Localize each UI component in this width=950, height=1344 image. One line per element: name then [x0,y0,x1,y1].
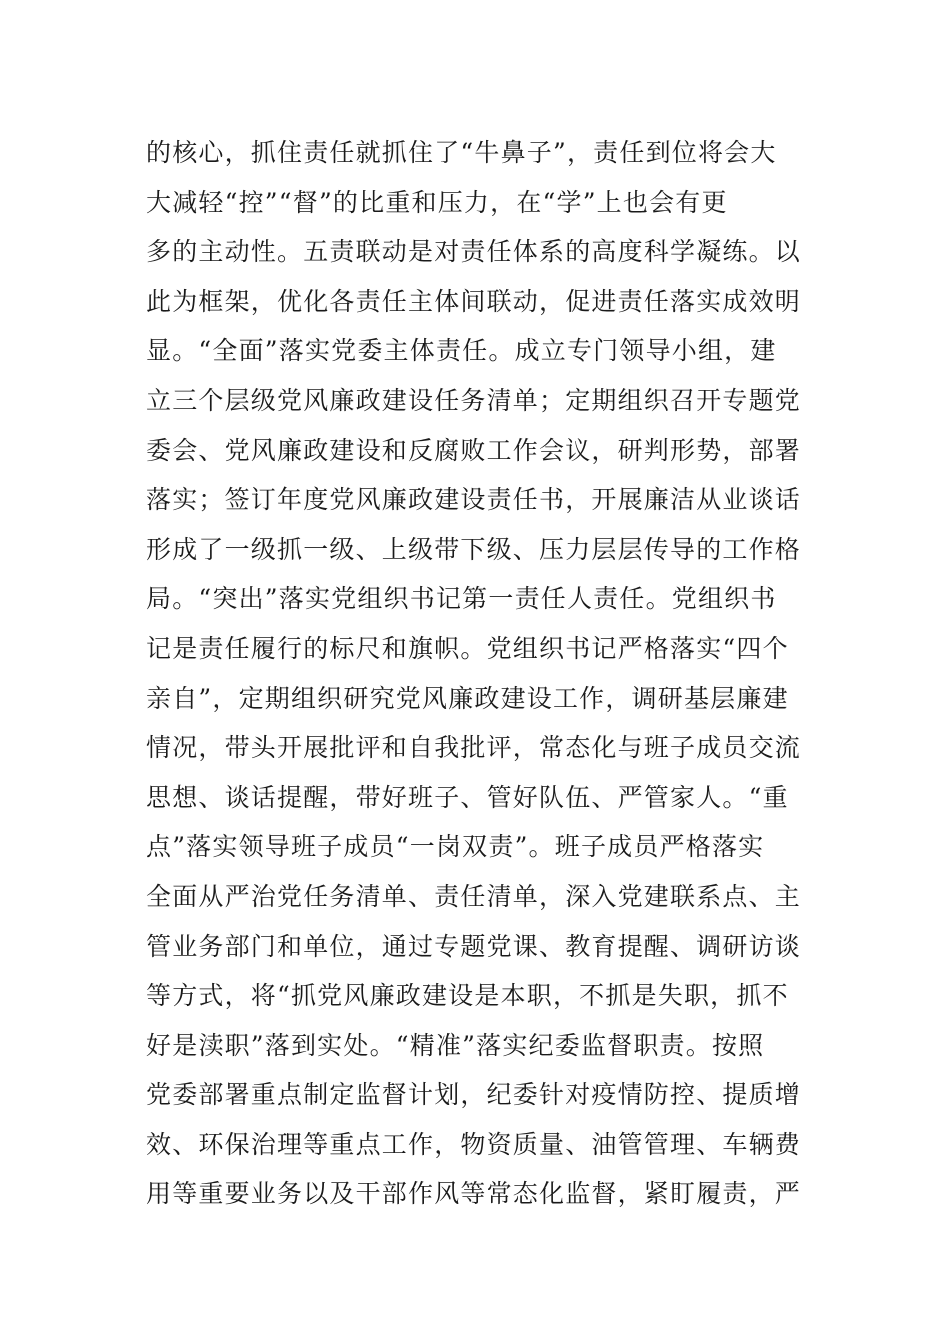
text-line: 全面从严治党任务清单、责任清单，深入党建联系点、主 [146,881,802,911]
text-line: 的核心，抓住责任就抓住了“牛鼻子”，责任到位将会大 [146,138,777,167]
body-text [146,128,816,1219]
text-line: 落实；签订年度党风廉政建设责任书，开展廉洁从业谈话 [146,485,802,515]
text-line: 思想、谈话提醒，带好班子、管好队伍、严管家人。“重 [146,782,789,812]
text-line: 党委部署重点制定监督计划，纪委针对疫情防控、提质增 [146,1080,802,1110]
text-line: 多的主动性。五责联动是对责任体系的高度科学凝练。以 [146,237,802,267]
text-line: 此为框架，优化各责任主体间联动，促进责任落实成效明 [146,286,802,316]
text-line: 点”落实领导班子成员“一岗双责”。班子成员严格落实 [146,832,765,862]
text-line: 显。“全面”落实党委主体责任。成立专门领导小组，建 [146,336,777,366]
text-line: 记是责任履行的标尺和旗帜。党组织书记严格落实“四个 [146,633,789,663]
text-line: 情况，带头开展批评和自我批评，常态化与班子成员交流 [146,733,802,763]
text-line: 局。“突出”落实党组织书记第一责任人责任。党组织书 [146,584,777,614]
text-line: 立三个层级党风廉政建设任务清单；定期组织召开专题党 [146,385,802,415]
text-line: 亲自”，定期组织研究党风廉政建设工作，调研基层廉建 [146,683,789,713]
text-line: 用等重要业务以及干部作风等常态化监督，紧盯履责，严 [146,1179,802,1209]
text-line: 形成了一级抓一级、上级带下级、压力层层传导的工作格 [146,534,802,564]
text-line: 委会、党风廉政建设和反腐败工作会议，研判形势，部署 [146,435,802,465]
text-line: 好是渎职”落到实处。“精准”落实纪委监督职责。按照 [146,1030,765,1060]
text-line: 效、环保治理等重点工作，物资质量、油管管理、车辆费 [146,1129,802,1159]
text-line: 大减轻“控”“督”的比重和压力，在“学”上也会有更 [146,187,728,217]
text-line: 等方式，将“抓党风廉政建设是本职，不抓是失职，抓不 [146,981,789,1011]
text-line: 管业务部门和单位，通过专题党课、教育提醒、调研访谈 [146,931,802,961]
